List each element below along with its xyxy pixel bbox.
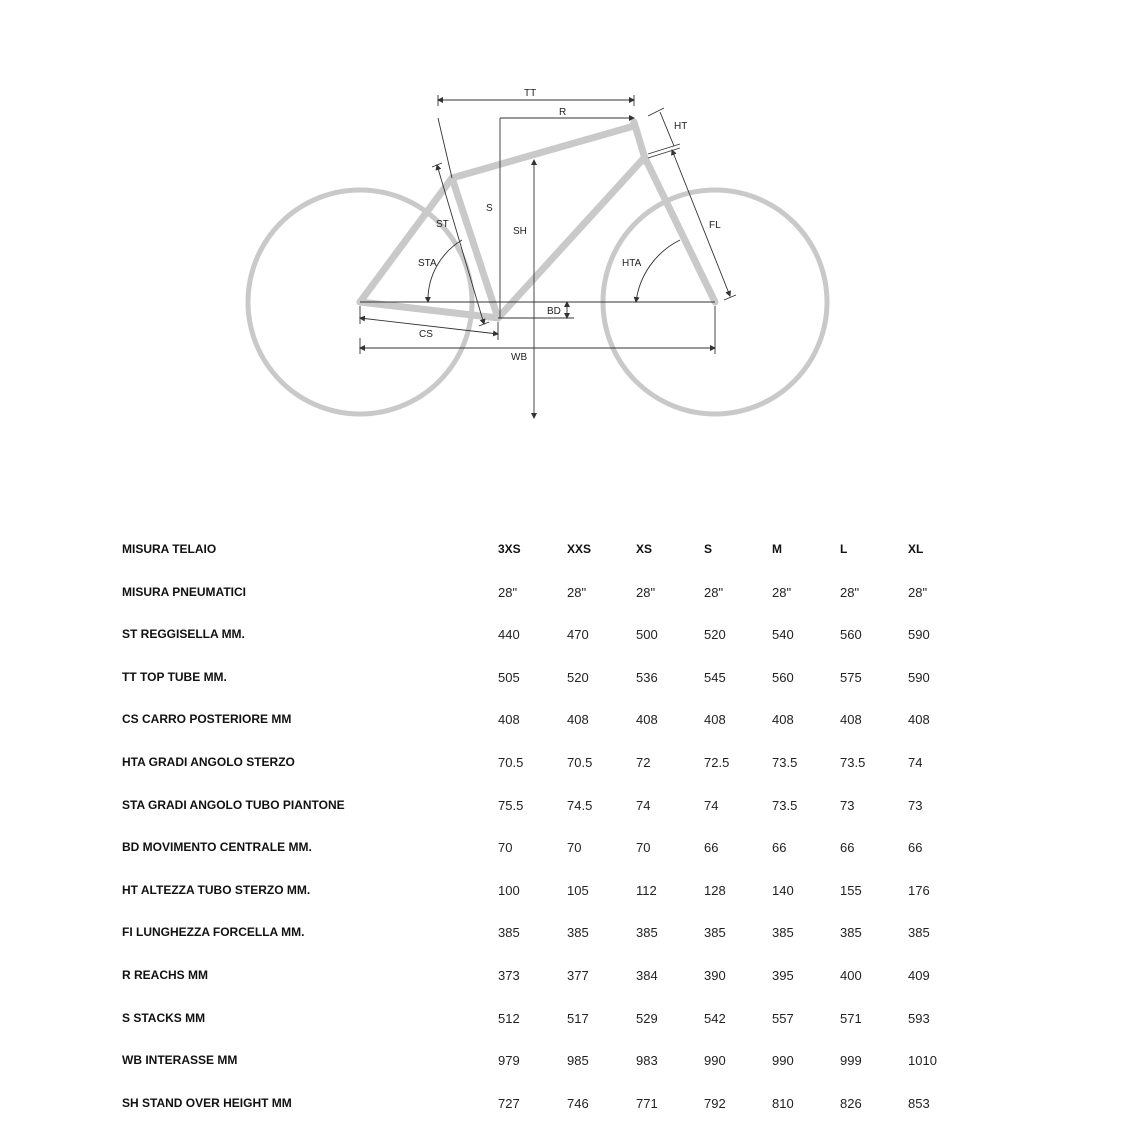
table-cell: 746: [567, 1095, 589, 1111]
label-sta: STA: [418, 258, 437, 269]
table-cell: 66: [908, 840, 923, 856]
size-header-m: M: [772, 542, 782, 556]
label-st: ST: [436, 219, 449, 230]
row-label: S STACKS MM: [122, 1010, 206, 1025]
table-cell: 540: [772, 627, 794, 643]
table-cell: 390: [704, 968, 726, 983]
table-cell: 771: [636, 1095, 658, 1111]
table-cell: 408: [567, 712, 589, 728]
size-header-s: S: [704, 542, 713, 556]
table-cell: 1010: [908, 1053, 937, 1069]
table-cell: 74: [636, 797, 651, 813]
table-cell: 810: [772, 1095, 794, 1111]
table-cell: 500: [636, 627, 658, 643]
size-header-xs: XS: [636, 542, 653, 556]
table-cell: 28": [704, 584, 724, 600]
table-cell: 70: [567, 840, 582, 856]
table-cell: 70: [498, 840, 513, 856]
table-cell: 72.5: [704, 755, 730, 770]
table-cell: 542: [704, 1010, 726, 1026]
table-cell: 727: [498, 1095, 520, 1111]
table-cell: 385: [704, 925, 726, 941]
table-cell: 74: [908, 755, 923, 770]
table-cell: 385: [772, 925, 794, 941]
row-label: FI LUNGHEZZA FORCELLA MM.: [122, 925, 305, 940]
label-tt: TT: [524, 88, 537, 99]
table-cell: 74: [704, 797, 719, 813]
table-cell: 985: [567, 1053, 589, 1069]
table-cell: 70.5: [498, 755, 524, 770]
label-cs: CS: [419, 329, 433, 340]
label-wb: WB: [511, 352, 528, 363]
table-cell: 593: [908, 1010, 930, 1026]
table-cell: 408: [840, 712, 862, 728]
table-cell: 590: [908, 669, 930, 685]
table-cell: 826: [840, 1095, 862, 1111]
table-cell: 520: [704, 627, 726, 643]
table-cell: 66: [704, 840, 719, 856]
size-header-3xs: 3XS: [498, 542, 521, 556]
label-s: S: [486, 203, 493, 214]
table-cell: 66: [772, 840, 787, 856]
row-label: WB INTERASSE MM: [122, 1053, 238, 1068]
table-cell: 505: [498, 669, 520, 685]
table-cell: 408: [498, 712, 520, 728]
table-cell: 373: [498, 968, 520, 983]
table-cell: 73: [840, 797, 855, 813]
row-label: HTA GRADI ANGOLO STERZO: [122, 755, 295, 769]
table-cell: 545: [704, 669, 726, 685]
table-cell: 74.5: [567, 797, 593, 813]
table-cell: 385: [840, 925, 862, 941]
table-cell: 176: [908, 882, 930, 898]
table-cell: 73.5: [772, 755, 798, 770]
table-cell: 28": [772, 584, 792, 600]
table-cell: 66: [840, 840, 855, 856]
table-cell: 999: [840, 1053, 862, 1069]
table-cell: 28": [498, 584, 518, 600]
table-cell: 983: [636, 1053, 658, 1069]
table-cell: 140: [772, 882, 794, 898]
table-cell: 408: [908, 712, 930, 728]
table-cell: 408: [636, 712, 658, 728]
table-cell: 529: [636, 1010, 658, 1026]
label-r: R: [559, 107, 567, 118]
label-ht: HT: [674, 121, 688, 132]
table-cell: 70: [636, 840, 651, 856]
table-cell: 100: [498, 882, 520, 898]
size-header-xxs: XXS: [567, 542, 592, 556]
table-cell: 520: [567, 669, 589, 685]
table-cell: 28": [840, 584, 860, 600]
table-cell: 990: [704, 1053, 726, 1069]
table-cell: 377: [567, 968, 589, 983]
row-label: MISURA PNEUMATICI: [122, 584, 246, 599]
row-label: SH STAND OVER HEIGHT MM: [122, 1095, 292, 1110]
table-cell: 409: [908, 968, 930, 983]
table-cell: 28": [908, 584, 928, 600]
size-header-xl: XL: [908, 542, 924, 556]
row-label: R REACHS MM: [122, 968, 208, 982]
table-cell: 792: [704, 1095, 726, 1111]
label-hta: HTA: [622, 258, 642, 269]
table-cell: 73.5: [772, 797, 798, 813]
table-cell: 73: [908, 797, 923, 813]
table-cell: 385: [498, 925, 520, 941]
table-cell: 557: [772, 1010, 794, 1026]
table-cell: 155: [840, 882, 862, 898]
table-cell: 128: [704, 882, 726, 898]
row-label: CS CARRO POSTERIORE MM: [122, 712, 292, 727]
table-cell: 70.5: [567, 755, 593, 770]
row-label: HT ALTEZZA TUBO STERZO MM.: [122, 882, 311, 897]
label-fl: FL: [709, 220, 721, 231]
table-cell: 400: [840, 968, 862, 983]
table-cell: 384: [636, 968, 658, 983]
table-cell: 590: [908, 627, 930, 643]
table-cell: 575: [840, 669, 862, 685]
table-cell: 28": [567, 584, 587, 600]
table-cell: 385: [567, 925, 589, 941]
header-label: MISURA TELAIO: [122, 542, 217, 556]
label-sh: SH: [513, 226, 527, 237]
label-bd: BD: [547, 306, 561, 317]
table-cell: 979: [498, 1053, 520, 1069]
table-cell: 990: [772, 1053, 794, 1069]
table-cell: 440: [498, 627, 520, 643]
row-label: BD MOVIMENTO CENTRALE MM.: [122, 840, 312, 855]
table-cell: 571: [840, 1010, 862, 1026]
table-cell: 385: [908, 925, 930, 941]
table-cell: 408: [704, 712, 726, 728]
table-cell: 395: [772, 968, 794, 983]
row-label: STA GRADI ANGOLO TUBO PIANTONE: [122, 797, 345, 812]
size-header-l: L: [840, 542, 848, 556]
table-cell: 75.5: [498, 797, 524, 813]
table-cell: 408: [772, 712, 794, 728]
table-cell: 112: [636, 882, 657, 898]
table-cell: 72: [636, 755, 651, 770]
table-cell: 853: [908, 1095, 930, 1111]
row-label: TT TOP TUBE MM.: [122, 669, 227, 684]
table-cell: 512: [498, 1010, 520, 1026]
table-cell: 470: [567, 627, 589, 643]
table-cell: 105: [567, 882, 589, 898]
table-cell: 536: [636, 669, 658, 685]
table-cell: 560: [840, 627, 862, 643]
table-cell: 517: [567, 1010, 589, 1026]
row-label: ST REGGISELLA MM.: [122, 627, 245, 642]
table-cell: 560: [772, 669, 794, 685]
table-cell: 385: [636, 925, 658, 941]
table-cell: 73.5: [840, 755, 866, 770]
table-cell: 28": [636, 584, 656, 600]
